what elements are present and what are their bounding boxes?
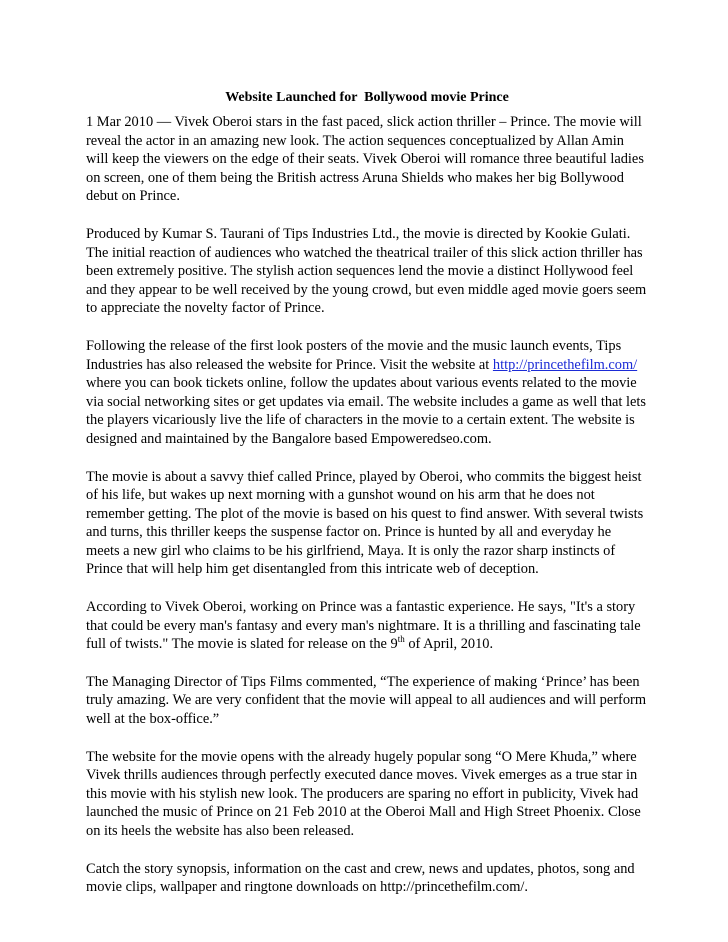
paragraph-2: Produced by Kumar S. Taurani of Tips Industries Ltd., the movie is directed by Kookie Gulati. The initial reaction of audiences who watched the theatrical trailer of this slick action thriller has been extremely positive. The stylish action sequences lend the movie a distinct Hollywood feel and they appear to be well received by the young crowd, but even middle aged movie goers seem to appreciate the novelty factor of Prince.: [86, 225, 647, 317]
website-link[interactable]: http://princethefilm.com/: [492, 356, 638, 373]
paragraph-8: Catch the story synopsis, information on the cast and crew, news and updates, photos, song and movie clips, wallpaper and ringtone downloads on http://princethefilm.com/.: [86, 860, 635, 896]
paragraph-5-text-a: According to Vivek Oberoi, working on Prince was a fantastic experience. He says, "It's a story that could be every man's fantasy and every man's nightmare. It is a thrilling and fascinating tale full of twists." The movie is slated for release on the 9: [86, 599, 641, 653]
paragraph-5: [86, 598, 648, 654]
paragraph-5-text-b: of April, 2010.: [404, 636, 494, 653]
paragraph-1: 1 Mar 2010 — Vivek Oberoi stars in the fast paced, slick action thriller – Prince. The movie will reveal the actor in an amazing new look. The action sequences conceptualized by Allan Amin will keep the viewers on the edge of their seats. Vivek Oberoi will romance three beautiful ladies on screen, one of them being the British actress Aruna Shields who makes her big Bollywood debut on Prince.: [86, 114, 644, 205]
paragraph-3-text-b: where you can book tickets online, follow the updates about various events related to the movie via social networking sites or get updates via email. The website includes a game as well that lets the players vicariously live the life of characters in the movie to a certain extent. The website is designed and maintained by the Bangalore based Empoweredseo.com.: [86, 375, 647, 447]
paragraph-3: [86, 337, 648, 449]
paragraph-3-text-a: Following the release of the first look posters of the movie and the music launch events, Tips Industries has also released the website for Prince. Visit the website at: [86, 337, 622, 373]
paragraph-6: The Managing Director of Tips Films commented, “The experience of making ‘Prince’ has been truly amazing. We are very confident that the movie will appeal to all audiences and will perform well at the box-office.”: [86, 673, 647, 728]
paragraph-4: The movie is about a savvy thief called Prince, played by Oberoi, who commits the biggest heist of his life, but wakes up next morning with a gunshot wound on his arm that he does not remember getting. The plot of the movie is based on his quest to find answer. With several twists and turns, this thriller keeps the suspense factor on. Prince is hunted by all and everyday he meets a new girl who claims to be his girlfriend, Maya. It is only the razor sharp instincts of Prince that will help him get disentangled from this intricate web of deception.: [86, 468, 644, 578]
document-title: Website Launched for Bollywood movie Prince: [225, 90, 509, 105]
ordinal-suffix: th: [397, 634, 405, 645]
paragraph-7: The website for the movie opens with the already hugely popular song “O Mere Khuda,” where Vivek thrills audiences through perfectly executed dance moves. Vivek emerges as a true star in this movie with his stylish new look. The producers are sparing no effort in publicity, Vivek had launched the music of Prince on 21 Feb 2010 at the Oberoi Mall and High Street Phoenix. Close on its heels the website has also been released.: [86, 748, 641, 839]
document-page: [86, 89, 648, 916]
